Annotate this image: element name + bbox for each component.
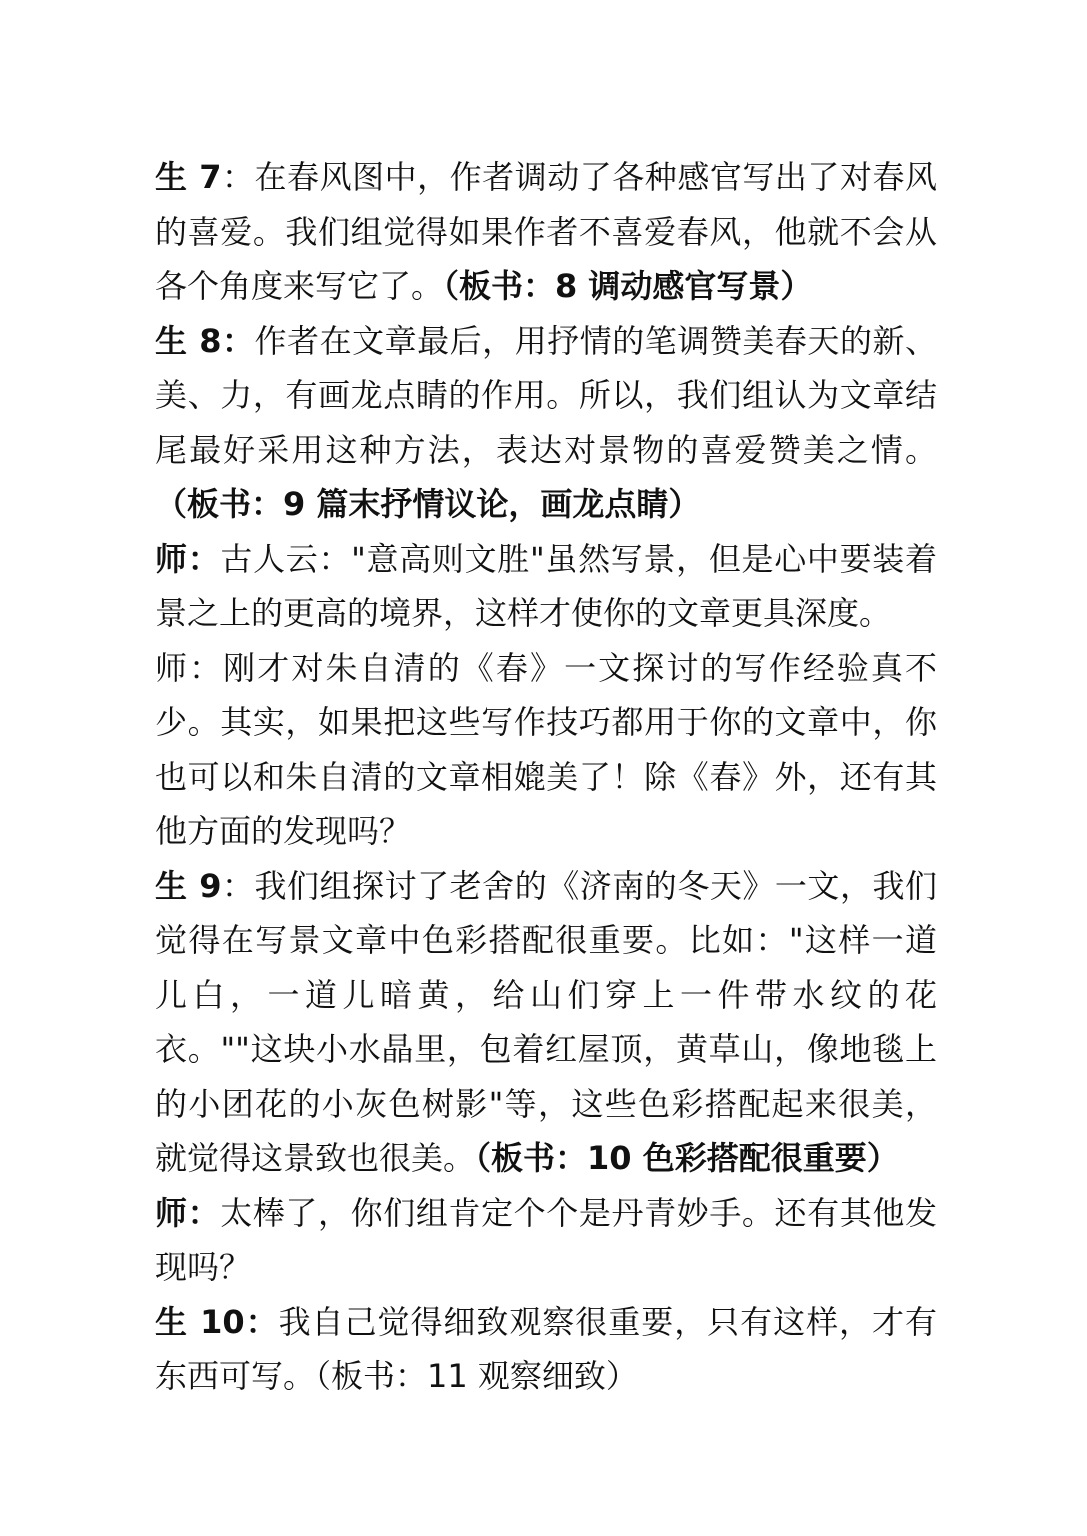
speaker-label: 师： xyxy=(155,1193,221,1232)
paragraph-teacher-1 xyxy=(155,532,937,641)
speaker-label: 生 8： xyxy=(155,321,255,360)
paragraph-text: ：在春风图中，作者调动了各种感官写出了对春风的喜爱。我们组觉得如果作者不喜爱春风，他就不会从各个角度来写它了。 xyxy=(155,158,937,305)
paragraph-text: 我自己觉得细致观察很重要，只有这样，才有东西可写。（板书：11 观察细致） xyxy=(155,1302,937,1395)
paragraph-text: 古人云："意高则文胜"虽然写景，但是心中要装着景之上的更高的境界，这样才使你的文章更具深度。 xyxy=(155,539,937,632)
paragraph-student-9 xyxy=(155,859,937,1186)
paragraph-text: ：我们组探讨了老舍的《济南的冬天》一文，我们觉得在写景文章中色彩搭配很重要。比如："这样一道儿白，一道儿暗黄，给山们穿上一件带水纹的花衣。""这块小水晶里，包着红屋顶，黄草山，像地毯上的小团花的小灰色树影"等，这些色彩搭配起来很美，就觉得这景致也很美。 xyxy=(155,866,937,1177)
paragraph-student-8 xyxy=(155,314,937,532)
paragraph-text: 师：刚才对朱自清的《春》一文探讨的写作经验真不少。其实，如果把这些写作技巧都用于你的文章中，你也可以和朱自清的文章相媲美了！除《春》外，还有其他方面的发现吗？ xyxy=(155,648,937,850)
board-note: （板书：9 篇末抒情议论，画龙点睛） xyxy=(155,485,701,523)
speaker-label: 生 10： xyxy=(155,1302,279,1341)
speaker-label: 生 9 xyxy=(155,866,222,905)
paragraph-teacher-2 xyxy=(155,641,937,859)
board-note: （板书：8 调动感官写景） xyxy=(443,267,813,305)
paragraph-text: 太棒了，你们组肯定个个是丹青妙手。还有其他发现吗？ xyxy=(155,1193,937,1286)
speaker-label: 师： xyxy=(155,539,221,578)
document-page xyxy=(155,150,937,1404)
paragraph-student-7 xyxy=(155,150,937,314)
paragraph-text: 作者在文章最后，用抒情的笔调赞美春天的新、美、力，有画龙点睛的作用。所以，我们组认为文章结尾最好采用这种方法，表达对景物的喜爱赞美之情。 xyxy=(155,321,937,469)
paragraph-student-10 xyxy=(155,1295,937,1404)
paragraph-teacher-3 xyxy=(155,1186,937,1295)
speaker-label: 生 7 xyxy=(155,158,222,196)
board-note: （板书：10 色彩搭配很重要） xyxy=(475,1139,899,1177)
